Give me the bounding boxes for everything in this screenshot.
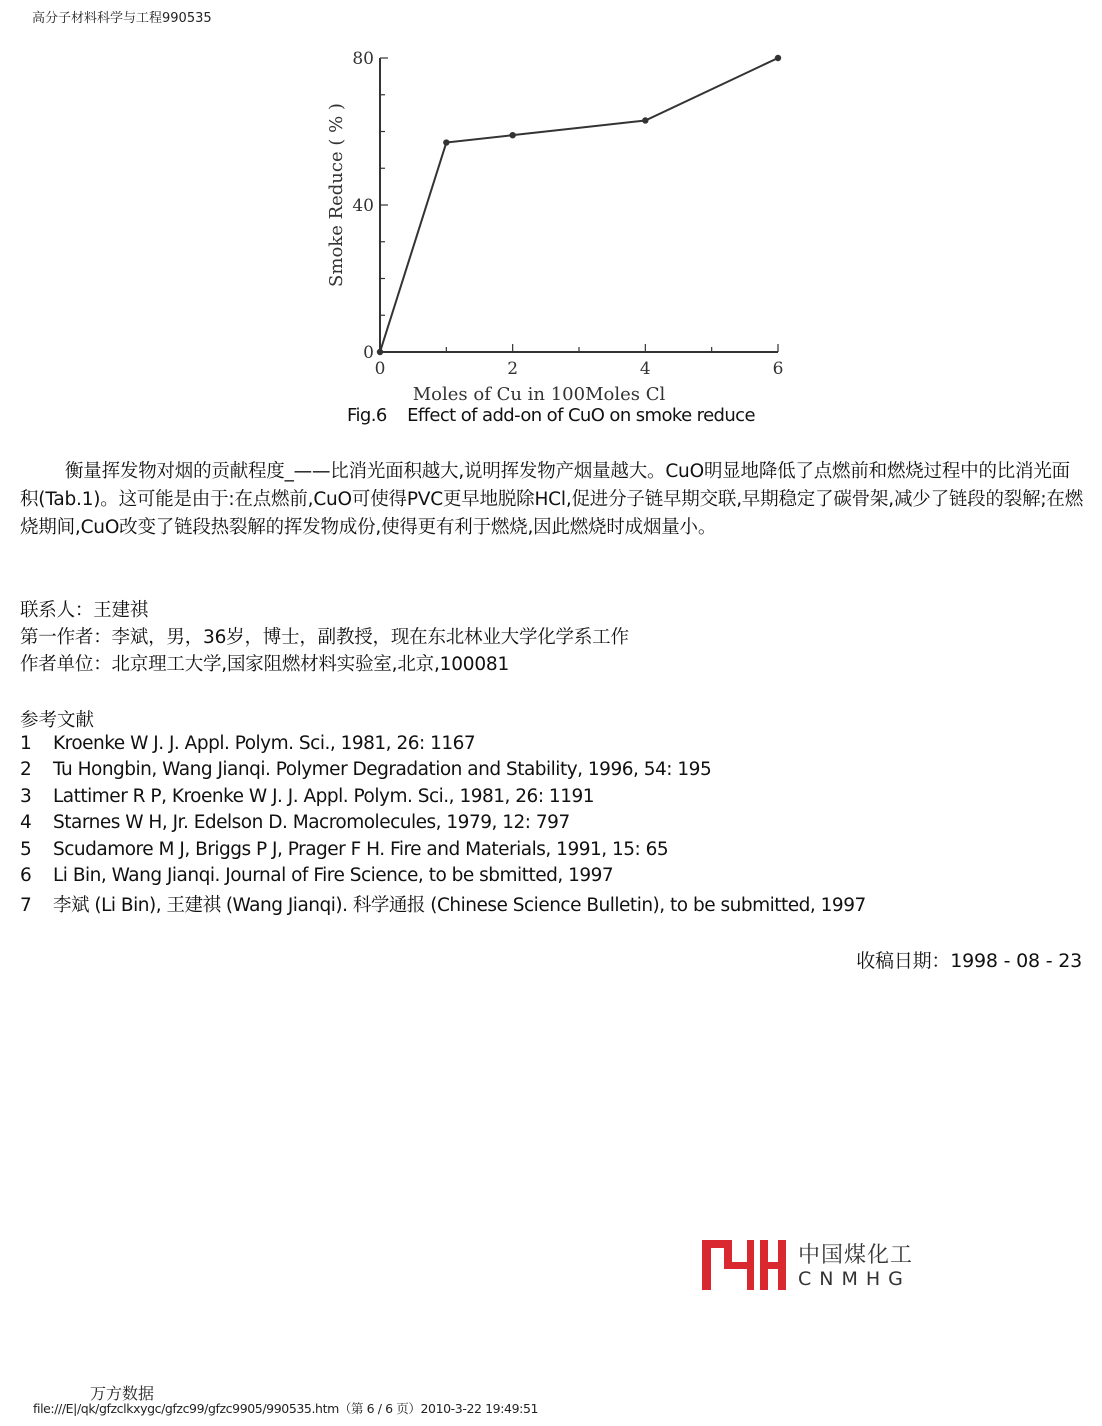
reference-number: 3 <box>20 785 32 807</box>
cnmhg-logo <box>700 1236 920 1296</box>
reference-text: Tu Hongbin, Wang Jianqi. Polymer Degradation and Stability, 1996, 54: 195 <box>53 759 712 781</box>
y-tick-label: 80 <box>352 49 374 69</box>
first-author-line: 第一作者：李斌，男，36岁，博士，副教授，现在东北林业大学化学系工作 <box>20 627 629 648</box>
data-point <box>775 55 781 61</box>
logo-text-en: CNMHG <box>798 1268 911 1290</box>
reference-number: 7 <box>20 895 32 917</box>
reference-number: 2 <box>20 759 32 781</box>
reference-number: 4 <box>20 812 32 834</box>
data-point <box>509 132 515 138</box>
references-list <box>20 733 1080 918</box>
reference-number: 6 <box>20 864 32 886</box>
contact-line: 联系人：王建祺 <box>20 600 149 621</box>
footer-file-path: file:///E|/qk/gfzclkxygc/gfzc99/gfzc9905/990535.htm（第 6 / 6 页）2010-3-22 19:49:51 <box>33 1401 539 1416</box>
x-axis-label: Moles of Cu in 100Moles Cl <box>412 384 666 405</box>
reference-number: 1 <box>20 733 32 754</box>
reference-item <box>20 733 1080 759</box>
x-tick-label: 4 <box>639 359 651 379</box>
received-date: 收稿日期：1998 - 08 - 23 <box>856 950 1082 972</box>
x-tick-label: 2 <box>507 359 519 379</box>
y-tick-label: 0 <box>363 343 374 363</box>
reference-text: 李斌 (Li Bin), 王建祺 (Wang Jianqi). 科学通报 (Chinese Science Bulletin), to be submitted, 1997 <box>53 895 866 917</box>
reference-text: Lattimer R P, Kroenke W J. J. Appl. Polym. Sci., 1981, 26: 1191 <box>53 785 595 807</box>
data-point <box>642 117 648 123</box>
data-point <box>443 139 449 145</box>
affiliation-line: 作者单位：北京理工大学,国家阻燃材料实验室,北京,100081 <box>20 654 510 675</box>
reference-number: 5 <box>20 838 32 860</box>
reference-item <box>20 865 1080 891</box>
logo-text-cn: 中国煤化工 <box>798 1243 914 1268</box>
figure-chart <box>320 40 800 412</box>
reference-text: Li Bin, Wang Jianqi. Journal of Fire Science, to be sbmitted, 1997 <box>53 864 614 886</box>
reference-item <box>20 839 1080 865</box>
y-axis-label: Smoke Reduce ( % ) <box>326 103 347 287</box>
reference-text: Scudamore M J, Briggs P J, Prager F H. Fire and Materials, 1991, 15: 65 <box>53 838 669 860</box>
reference-text: Starnes W H, Jr. Edelson D. Macromolecules, 1979, 12: 797 <box>53 812 570 834</box>
wanfang-watermark: 万方数据 <box>90 1384 155 1403</box>
reference-item <box>20 812 1080 838</box>
data-point <box>377 349 383 355</box>
y-tick-label: 40 <box>352 196 374 216</box>
reference-item <box>20 786 1080 812</box>
running-header: 高分子材料科学与工程990535 <box>32 11 212 26</box>
reference-item <box>20 759 1080 785</box>
figure-caption: Fig.6 Effect of add-on of CuO on smoke reduce <box>347 405 755 426</box>
x-tick-label: 0 <box>374 359 386 379</box>
series-line <box>380 58 778 352</box>
logo-mark-icon <box>700 1236 788 1292</box>
smoke-reduce-chart <box>320 40 800 412</box>
references-heading: 参考文献 <box>20 710 95 731</box>
x-tick-label: 6 <box>772 359 784 379</box>
body-paragraph: 衡量挥发物对烟的贡献程度_——比消光面积越大,说明挥发物产烟量越大。CuO明显地降低了点燃前和燃烧过程中的比消光面积(Tab.1)。这可能是由于:在点燃前,CuO可使得PVC更早地脱除HCl,促进分子链早期交联,早期稳定了碳骨架,减少了链段的裂解;在燃烧期间,CuO改变了链段热裂解的挥发物成份,使得更有利于燃烧,因此燃烧时成烟量小。 <box>20 461 1083 538</box>
reference-text: Kroenke W J. J. Appl. Polym. Sci., 1981, 26: 1167 <box>53 733 476 754</box>
reference-item <box>20 891 1080 917</box>
